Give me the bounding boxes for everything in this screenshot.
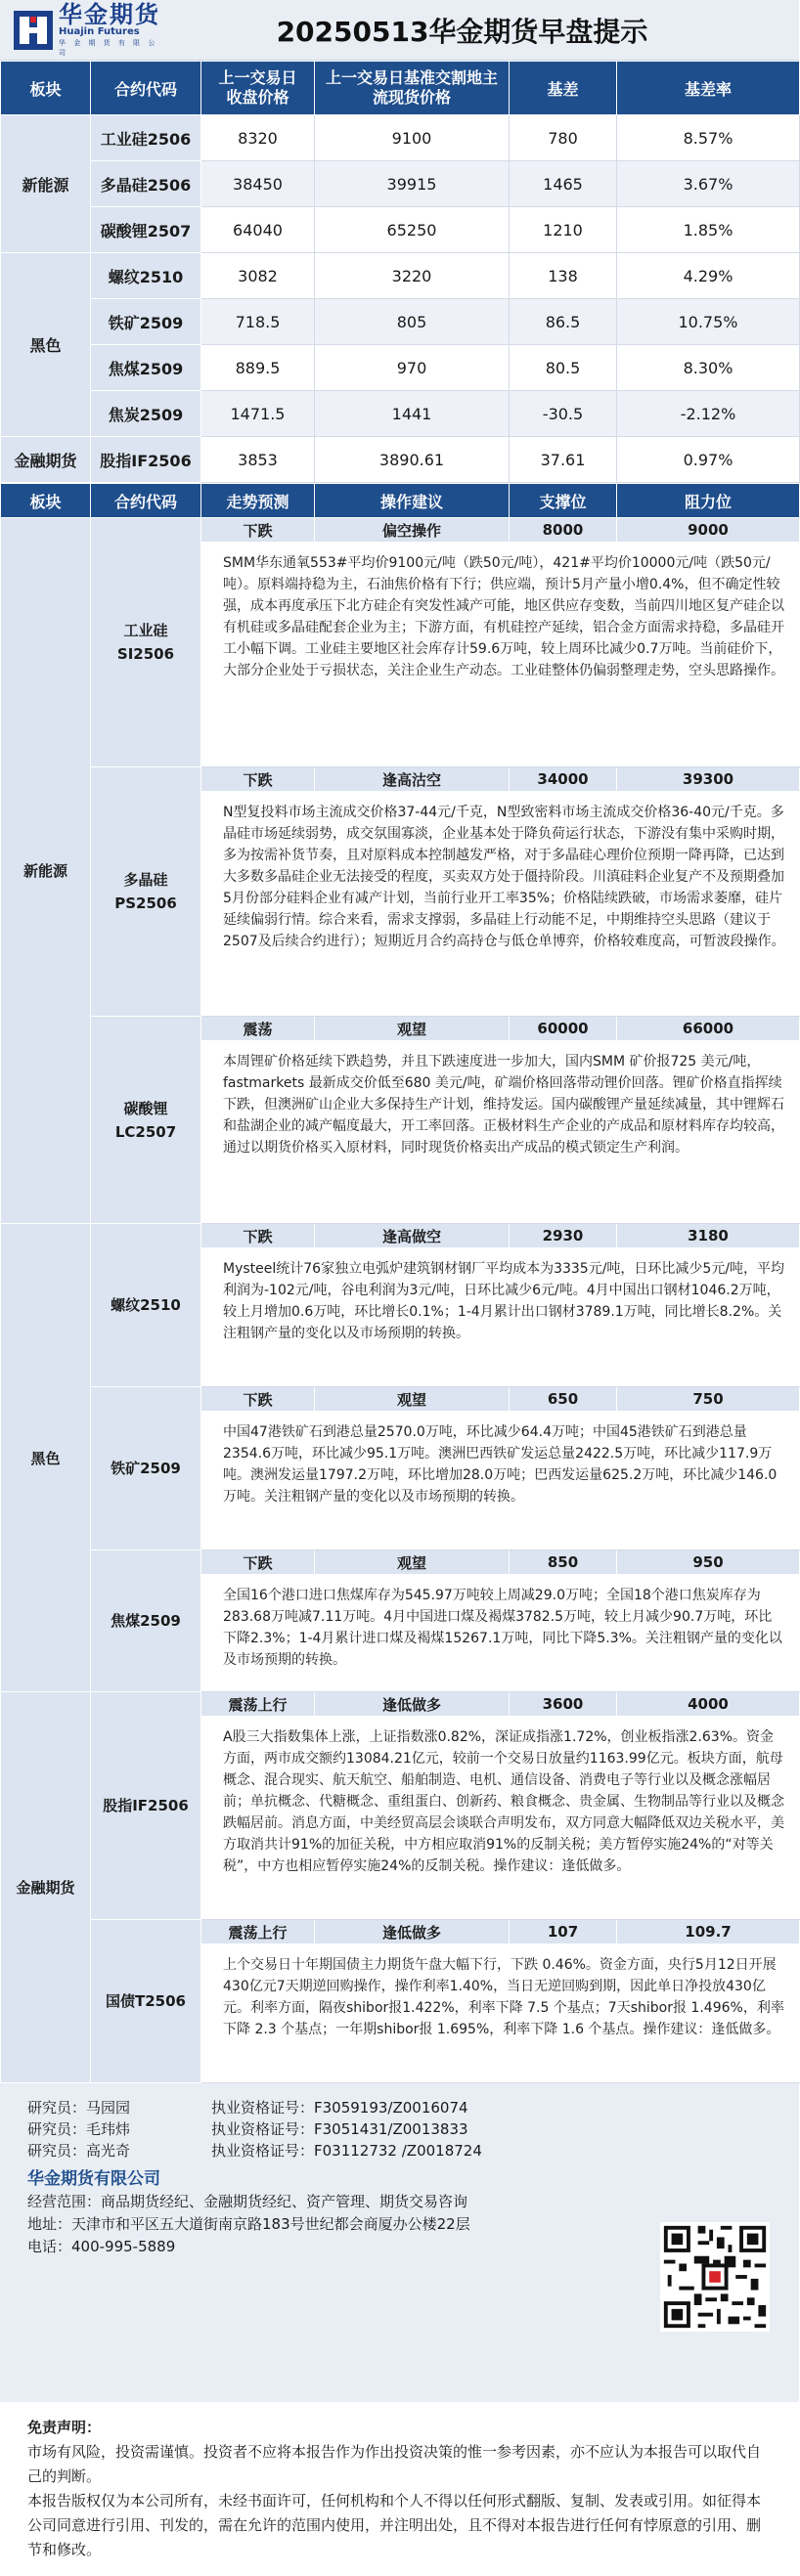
spot-price: 1441: [315, 391, 510, 437]
contract-code-sub: PS2506: [114, 895, 177, 912]
resistance-level: 950: [617, 1550, 800, 1575]
operation-advice: 逢低做多: [315, 1920, 510, 1944]
forecast-item-header: [1, 1224, 800, 1248]
col-basis: 基差: [510, 62, 617, 115]
basis-rate: 1.85%: [617, 207, 800, 253]
support-level: 107: [510, 1920, 617, 1944]
col-resist: 阻力位: [617, 484, 800, 518]
business-scope: 经营范围：商品期货经纪、金融期货经纪、资产管理、期货交易咨询: [27, 2193, 468, 2210]
resistance-level: 66000: [617, 1017, 800, 1041]
analysis-text: SMM华东通氧553#平均价9100元/吨（跌50元/吨），421#平均价10000元/吨（跌50元/吨）。原料端持稳为主，石油焦价格有下行；供应端，预计5月产量小增0.4%，但不确定性较强，成本再度承压下北方硅企有突发性减产可能，地区供应存变数，当前四川地区复产硅企以有机硅或多晶硅配套企业为主；下游方面，有机硅控产延续，铝合金方面需求持稳，多晶硅开工小幅下调。工业硅主要地区社会库存计59.6万吨，较上周环比减少0.7万吨。当前硅价下，大部分企业处于亏损状态，关注企业生产动态。工业硅整体仍偏弱整理走势，空头思路操作。: [201, 543, 800, 767]
researcher-cert: 执业资格证号：F03112732 /Z0018724: [211, 2142, 482, 2160]
basis-row: [1, 345, 800, 391]
contract-code: 多晶硅2506: [91, 161, 201, 207]
basis-row: [1, 299, 800, 345]
analysis-text: A股三大指数集体上涨，上证指数涨0.82%，深证成指涨1.72%，创业板指涨2.63%。资金方面，两市成交额约13084.21亿元，较前一个交易日放量约1163.99亿元。板块方面，航母概念、混合现实、航天航空、船舶制造、电机、通信设备、消费电子等行业以及概念涨幅居前；单抗概念、代糖概念、重组蛋白、创新药、粮食概念、贵金属、生物制品等行业以及概念跌幅居前。消息方面，中美经贸高层会谈联合声明发布，双方同意大幅降低双边关税水平，美方取消共计91%的加征关税，中方相应取消91%的反制关税；美方暂停实施24%的“对等关税”，中方也相应暂停实施24%的反制关税。操作建议：逢低做多。: [201, 1717, 800, 1920]
contract-code-cell: [91, 1692, 201, 1920]
contract-code: 工业硅: [123, 622, 168, 639]
sector-cell: 黑色: [1, 1224, 91, 1692]
col-sector: 板块: [1, 62, 91, 115]
forecast-table: [0, 483, 800, 2083]
company-logo: [0, 0, 164, 61]
support-level: 8000: [510, 518, 617, 543]
close-price: 38450: [201, 161, 315, 207]
contract-code: 焦炭2509: [91, 391, 201, 437]
company-phone: 电话：400-995-5889: [27, 2238, 176, 2255]
analysis-text: 上个交易日十年期国债主力期货午盘大幅下行，下跌 0.46%。资金方面，央行5月12日开展430亿元7天期逆回购操作，操作利率1.40%，当日无逆回购到期，因此单日净投放430亿元。利率方面，隔夜shibor报1.422%，利率下降 7.5 个基点；7天shibor报 1.496%，利率下降 2.3 个基点；一年期shibor报 1.695%，利率下降 1.6 个基点。操作建议：逢低做多。: [201, 1944, 800, 2083]
resistance-level: 3180: [617, 1224, 800, 1248]
resistance-level: 109.7: [617, 1920, 800, 1944]
support-level: 650: [510, 1387, 617, 1412]
contract-code-cell: [91, 518, 201, 767]
sector-cell: 新能源: [1, 115, 91, 253]
company-address: 地址：天津市和平区五大道街南京路183号世纪都会商厦办公楼22层: [27, 2215, 470, 2233]
basis-rate: 3.67%: [617, 161, 800, 207]
close-price: 1471.5: [201, 391, 315, 437]
contract-code: 焦煤2509: [91, 345, 201, 391]
trend-forecast: 下跌: [201, 1224, 315, 1248]
basis-rate: 10.75%: [617, 299, 800, 345]
analysis-text: 本周锂矿价格延续下跌趋势，并且下跌速度进一步加大，国内SMM 矿价报725 美元/吨，fastmarkets 最新成交价低至680 美元/吨，矿端价格回落带动锂价回落。锂矿价格直指挥续下跌，但澳洲矿山企业大多保持生产计划，维持发运。国内碳酸锂产量延续减量，其中锂辉石和盐湖企业的减产幅度最大，开工率回落。正极材料生产企业的产成品和原材料库存均较高，通过以期货价格买入原材料，同时现货价格卖出产成品的模式锁定生产利润。: [201, 1041, 800, 1224]
contract-code: 工业硅2506: [91, 115, 201, 161]
contract-code: 股指IF2506: [91, 437, 201, 483]
contract-code-cell: [91, 1017, 201, 1224]
spot-price: 3220: [315, 253, 510, 299]
sector-cell: 新能源: [1, 518, 91, 1224]
disclaimer: [0, 2402, 799, 2576]
researcher-row: [27, 2140, 772, 2161]
basis-row: [1, 391, 800, 437]
contract-code: 铁矿2509: [111, 1460, 181, 1477]
qr-code-icon: [660, 2222, 770, 2332]
sector-cell: 黑色: [1, 253, 91, 437]
forecast-item-header: [1, 767, 800, 792]
support-level: 2930: [510, 1224, 617, 1248]
trend-forecast: 下跌: [201, 518, 315, 543]
contract-code: 螺纹2510: [111, 1296, 181, 1314]
researcher-name: 研究员：毛玮炜: [27, 2120, 131, 2138]
researcher-row: [27, 2118, 772, 2140]
col-code: 合约代码: [91, 62, 201, 115]
basis-table: [0, 61, 800, 483]
operation-advice: 观望: [315, 1017, 510, 1041]
basis-rate: -2.12%: [617, 391, 800, 437]
basis-value: 37.61: [510, 437, 617, 483]
logo-name-sub: 华 金 期 货 有 限 公 司: [59, 38, 158, 57]
basis-value: -30.5: [510, 391, 617, 437]
page-title: 20250513华金期货早盘提示: [276, 15, 648, 48]
forecast-item-header: [1, 1387, 800, 1412]
spot-price: 970: [315, 345, 510, 391]
company-name: 华金期货有限公司: [27, 2169, 160, 2189]
contract-code: 焦煤2509: [111, 1612, 181, 1630]
operation-advice: 观望: [315, 1550, 510, 1575]
logo-name-en: Huajin Futures: [59, 25, 140, 37]
analysis-text: 中国47港铁矿石到港总量2570.0万吨，环比减少64.4万吨；中国45港铁矿石到港总量2354.6万吨，环比减少95.1万吨。澳洲巴西铁矿发运总量2422.5万吨，环比减少117.9万吨。澳洲发运量1797.2万吨，环比增加28.0万吨；巴西发运量625.2万吨，环比减少146.0万吨。关注粗钢产量的变化以及市场预期的转换。: [201, 1412, 800, 1550]
trend-forecast: 震荡上行: [201, 1920, 315, 1944]
huajin-logo-icon: [14, 11, 53, 50]
col-code: 合约代码: [91, 484, 201, 518]
contract-code: 多晶硅: [123, 871, 168, 889]
sector-cell: 金融期货: [1, 437, 91, 483]
forecast-item-header: [1, 1692, 800, 1717]
researcher-name: 研究员：高光奇: [27, 2142, 131, 2160]
operation-advice: 逢低做多: [315, 1692, 510, 1717]
forecast-item-header: [1, 1017, 800, 1041]
spot-price: 9100: [315, 115, 510, 161]
basis-rate: 0.97%: [617, 437, 800, 483]
col-close: 上一交易日 收盘价格: [201, 62, 315, 115]
spot-price: 39915: [315, 161, 510, 207]
support-level: 34000: [510, 767, 617, 792]
support-level: 60000: [510, 1017, 617, 1041]
disclaimer-title: 免责声明：: [27, 2419, 102, 2436]
close-price: 3082: [201, 253, 315, 299]
basis-value: 86.5: [510, 299, 617, 345]
contract-code: 螺纹2510: [91, 253, 201, 299]
resistance-level: 4000: [617, 1692, 800, 1717]
resistance-level: 39300: [617, 767, 800, 792]
contract-code-cell: [91, 767, 201, 1017]
disclaimer-text-2: 本报告版权仅为本公司所有，未经书面许可，任何机构和个人不得以任何形式翻版、复制、发表或引用。如征得本公司同意进行引用、刊发的，需在允许的范围内使用，并注明出处，且不得对本报告进行任何有悖原意的引用、删节和修改。: [27, 2492, 762, 2558]
report-footer: [0, 2083, 799, 2402]
logo-name-cn: 华金期货: [59, 0, 160, 28]
basis-row: [1, 437, 800, 483]
basis-rate: 8.30%: [617, 345, 800, 391]
researcher-row: [27, 2097, 772, 2118]
close-price: 64040: [201, 207, 315, 253]
trend-forecast: 下跌: [201, 1387, 315, 1412]
operation-advice: 逢高沽空: [315, 767, 510, 792]
analysis-text: 全国16个港口进口焦煤库存为545.97万吨较上周减29.0万吨；全国18个港口焦炭库存为283.68万吨减7.11万吨。4月中国进口煤及褐煤3782.5万吨，较上月减少90.7万吨，环比下降2.3%；1-4月累计进口煤及褐煤15267.1万吨，同比下降5.3%。关注粗钢产量的变化以及市场预期的转换。: [201, 1575, 800, 1692]
operation-advice: 逢高做空: [315, 1224, 510, 1248]
resistance-level: 9000: [617, 518, 800, 543]
support-level: 850: [510, 1550, 617, 1575]
close-price: 718.5: [201, 299, 315, 345]
basis-value: 780: [510, 115, 617, 161]
col-rate: 基差率: [617, 62, 800, 115]
forecast-item-header: [1, 518, 800, 543]
forecast-item-header: [1, 1920, 800, 1944]
contract-code-cell: [91, 1920, 201, 2083]
basis-row: [1, 161, 800, 207]
forecast-item-header: [1, 1550, 800, 1575]
col-sector: 板块: [1, 484, 91, 518]
contract-code-cell: [91, 1387, 201, 1550]
support-level: 3600: [510, 1692, 617, 1717]
contract-code: 股指IF2506: [103, 1797, 189, 1814]
contract-code: 碳酸锂: [123, 1099, 168, 1117]
forecast-table-header: [1, 484, 800, 518]
researcher-cert: 执业资格证号：F3059193/Z0016074: [211, 2099, 468, 2117]
contract-code: 国债T2506: [106, 1992, 186, 2010]
col-spot: 上一交易日基准交割地主 流现货价格: [315, 62, 510, 115]
analysis-text: N型复投料市场主流成交价格37-44元/千克，N型致密料市场主流成交价格36-40元/千克。多晶硅市场延续弱势，成交氛围寡淡，企业基本处于降负荷运行状态，下游没有集中采购时期，多为按需补货节奏，且对原料成本控制越发严格，对于多晶硅心理价位预期一降再降，已达到大多数多晶硅企业无法接受的程度，买卖双方处于僵持阶段。川滇硅料企业复产不及预期叠加5月份部分硅料企业有减产计划，当前行业开工率35%；价格陆续跌破，市场需求萎靡，硅片延续偏弱行情。综合来看，需求支撑弱，多晶硅上行动能不足，中期维持空头思路（建议于2507及后续合约进行）；短期近月合约高持仓与低仓单博弈，价格较难度高，可暂波段操作。: [201, 792, 800, 1017]
col-advice: 操作建议: [315, 484, 510, 518]
basis-value: 80.5: [510, 345, 617, 391]
trend-forecast: 震荡: [201, 1017, 315, 1041]
basis-value: 1210: [510, 207, 617, 253]
close-price: 889.5: [201, 345, 315, 391]
disclaimer-text-1: 市场有风险，投资需谨慎。投资者不应将本报告作为作出投资决策的惟一参考因素，亦不应认为本报告可以取代自己的判断。: [27, 2443, 762, 2485]
spot-price: 3890.61: [315, 437, 510, 483]
basis-rate: 4.29%: [617, 253, 800, 299]
close-price: 3853: [201, 437, 315, 483]
basis-value: 1465: [510, 161, 617, 207]
sector-cell: 金融期货: [1, 1692, 91, 2083]
basis-value: 138: [510, 253, 617, 299]
researcher-name: 研究员：马园园: [27, 2099, 131, 2117]
researcher-cert: 执业资格证号：F3051431/Z0013833: [211, 2120, 468, 2138]
col-support: 支撑位: [510, 484, 617, 518]
basis-table-header: [1, 62, 800, 115]
resistance-level: 750: [617, 1387, 800, 1412]
basis-row: [1, 253, 800, 299]
contract-code-sub: LC2507: [114, 1122, 177, 1141]
basis-row: [1, 115, 800, 161]
operation-advice: 偏空操作: [315, 518, 510, 543]
trend-forecast: 震荡上行: [201, 1692, 315, 1717]
contract-code-cell: [91, 1224, 201, 1387]
basis-rate: 8.57%: [617, 115, 800, 161]
close-price: 8320: [201, 115, 315, 161]
trend-forecast: 下跌: [201, 767, 315, 792]
spot-price: 65250: [315, 207, 510, 253]
operation-advice: 观望: [315, 1387, 510, 1412]
report-header: [0, 0, 799, 61]
contract-code-cell: [91, 1550, 201, 1692]
col-trend: 走势预测: [201, 484, 315, 518]
analysis-text: Mysteel统计76家独立电弧炉建筑钢材钢厂平均成本为3335元/吨，日环比减少5元/吨，平均利润为-102元/吨，谷电利润为3元/吨，日环比减少6元/吨。4月中国出口钢材1046.2万吨，较上月增加0.6万吨，环比增长0.1%；1-4月累计出口钢材3789.1万吨，同比增长8.2%。关注粗钢产量的变化以及市场预期的转换。: [201, 1248, 800, 1387]
contract-code: 铁矿2509: [91, 299, 201, 345]
basis-row: [1, 207, 800, 253]
spot-price: 805: [315, 299, 510, 345]
trend-forecast: 下跌: [201, 1550, 315, 1575]
contract-code: 碳酸锂2507: [91, 207, 201, 253]
contract-code-sub: SI2506: [116, 645, 175, 663]
